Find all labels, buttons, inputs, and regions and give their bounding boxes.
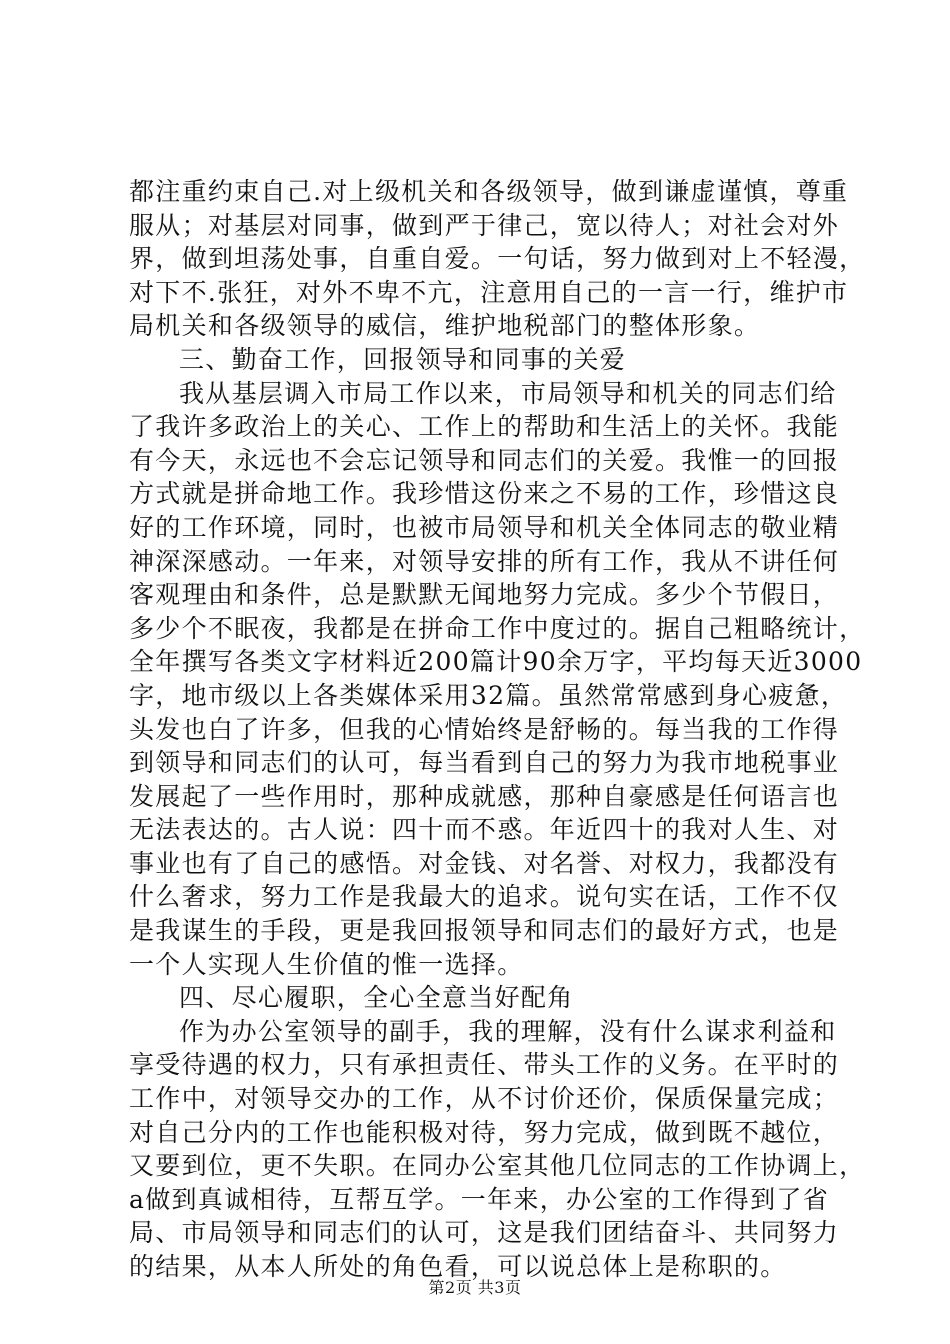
text-line: 是我谋生的手段，更是我回报领导和同志们的最好方式，也是 bbox=[129, 916, 840, 946]
text-line: 方式就是拼命地工作。我珍惜这份来之不易的工作，珍惜这良 bbox=[129, 479, 840, 509]
paragraph-first-line: 我从基层调入市局工作以来，市局领导和机关的同志们给 bbox=[179, 378, 837, 408]
page-number-footer: 第2页 共3页 bbox=[428, 1278, 522, 1297]
text-line: 什么奢求，努力工作是我最大的追求。说句实在话，工作不仅 bbox=[129, 882, 840, 912]
text-line: 局机关和各级领导的威信，维护地税部门的整体形象。 bbox=[129, 311, 761, 341]
text-line: 事业也有了自己的感悟。对金钱、对名誉、对权力，我都没有 bbox=[129, 848, 840, 878]
text-line: 对自己分内的工作也能积极对待，努力完成，做到既不越位， bbox=[129, 1117, 840, 1147]
text-line: 的结果，从本人所处的角色看，可以说总体上是称职的。 bbox=[129, 1252, 787, 1281]
text-line: 神深深感动。一年来，对领导安排的所有工作，我从不讲任何 bbox=[129, 546, 840, 576]
text-line: 无法表达的。古人说：四十而不惑。年近四十的我对人生、对 bbox=[129, 815, 840, 845]
text-line: 工作中，对领导交办的工作，从不讨价还价，保质保量完成； bbox=[129, 1084, 840, 1114]
text-line: 字，地市级以上各类媒体采用32篇。虽然常常感到身心疲惫， bbox=[129, 680, 848, 710]
section-heading: 三、勤奋工作，回报领导和同事的关爱 bbox=[179, 344, 627, 374]
text-line: 全年撰写各类文字材料近200篇计90余万字，平均每天近3000 bbox=[129, 647, 863, 677]
text-line: 都注重约束自己.对上级机关和各级领导，做到谦虚谨慎，尊重 bbox=[129, 177, 849, 206]
text-line: 享受待遇的权力，只有承担责任、带头工作的义务。在平时的 bbox=[129, 1050, 840, 1080]
text-line: 局、市局领导和同志们的认可，这是我们团结奋斗、共同努力 bbox=[129, 1218, 840, 1248]
text-line: a做到真诚相待，互帮互学。一年来，办公室的工作得到了省 bbox=[129, 1184, 830, 1214]
text-line: 又要到位，更不失职。在同办公室其他几位同志的工作协调上， bbox=[129, 1151, 866, 1181]
text-line: 多少个不眠夜，我都是在拼命工作中度过的。据自己粗略统计， bbox=[129, 613, 866, 643]
text-line: 有今天，永远也不会忘记领导和同志们的关爱。我惟一的回报 bbox=[129, 445, 840, 475]
text-line: 到领导和同志们的认可，每当看到自己的努力为我市地税事业 bbox=[129, 748, 840, 778]
text-line: 好的工作环境，同时，也被市局领导和机关全体同志的敬业精 bbox=[129, 512, 840, 542]
text-line: 了我许多政治上的关心、工作上的帮助和生活上的关怀。我能 bbox=[129, 412, 840, 442]
document-body bbox=[129, 175, 866, 1284]
text-line: 客观理由和条件，总是默默无闻地努力完成。多少个节假日， bbox=[129, 580, 840, 610]
text-line: 头发也白了许多，但我的心情始终是舒畅的。每当我的工作得 bbox=[129, 714, 840, 744]
text-line: 一个人实现人生价值的惟一选择。 bbox=[129, 949, 524, 979]
text-line: 对下不.张狂，对外不卑不亢，注意用自己的一言一行，维护市 bbox=[129, 277, 849, 307]
section-heading: 四、尽心履职，全心全意当好配角 bbox=[179, 983, 574, 1013]
text-line: 发展起了一些作用时，那种成就感，那种自豪感是任何语言也 bbox=[129, 781, 840, 811]
text-line: 服从；对基层对同事，做到严于律己，宽以待人；对社会对外 bbox=[129, 210, 840, 240]
text-line: 界，做到坦荡处事，自重自爱。一句话，努力做到对上不轻漫， bbox=[129, 244, 866, 274]
paragraph-first-line: 作为办公室领导的副手，我的理解，没有什么谋求利益和 bbox=[179, 1016, 837, 1046]
